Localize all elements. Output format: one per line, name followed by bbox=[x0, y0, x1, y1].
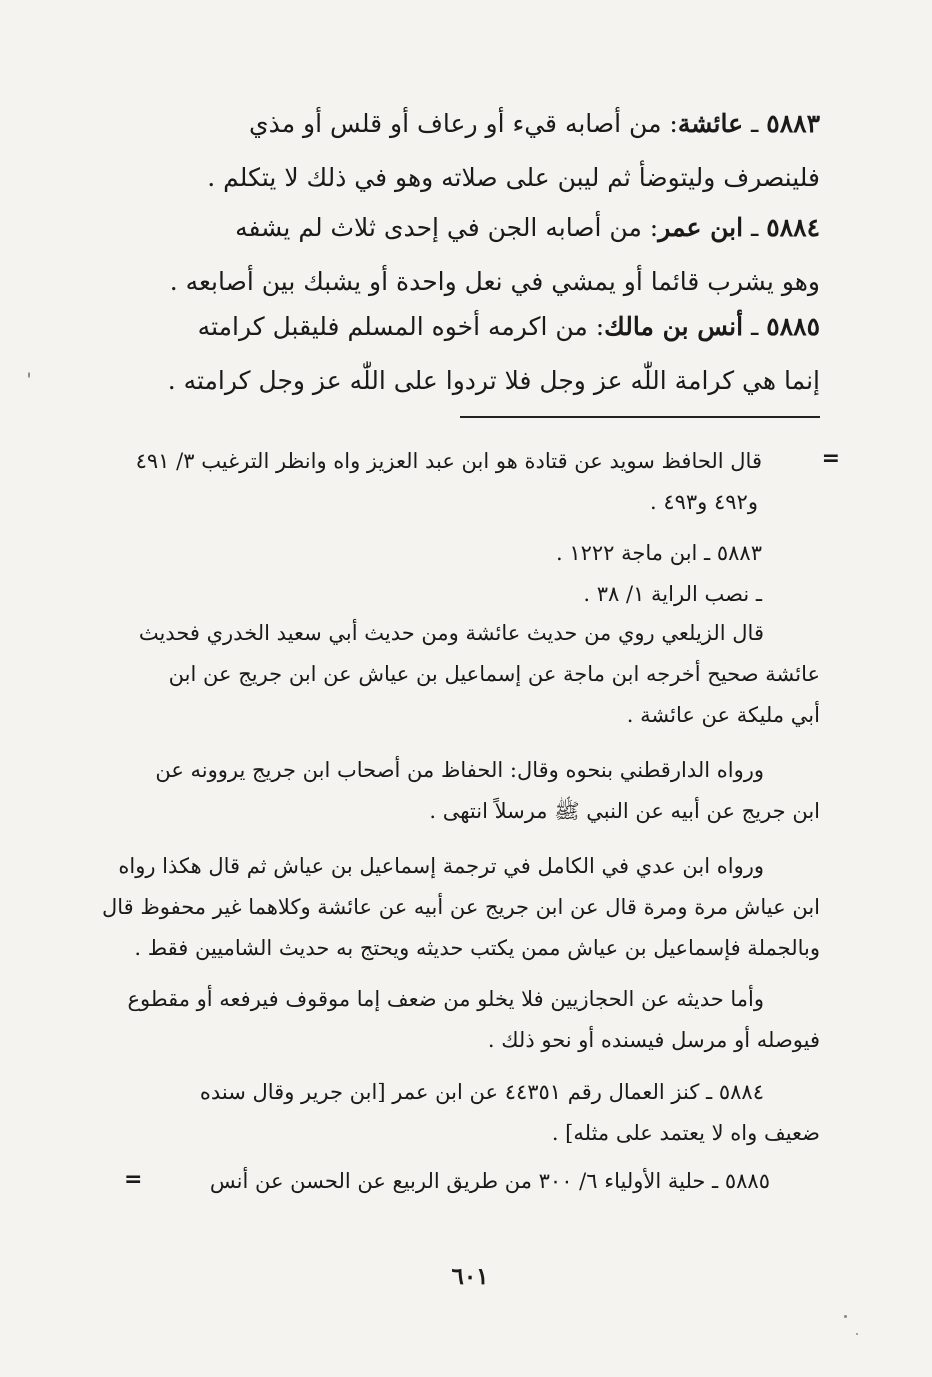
hadith-text-line2: وهو يشرب قائما أو يمشي في نعل واحدة أو يشبك بين أصابعه . bbox=[169, 267, 820, 296]
dash: ـ bbox=[743, 312, 759, 341]
footnote-paragraph bbox=[150, 1161, 770, 1202]
footnote-line: وبالجملة فإسماعيل بن عياش ممن يكتب حديثه ويحتج به حديث الشاميين فقط . bbox=[134, 936, 820, 960]
continuation-mark: = bbox=[821, 446, 840, 471]
narrator-name: عائشة bbox=[677, 109, 744, 138]
colon: : bbox=[641, 213, 659, 242]
footnote-line: فيوصله أو مرسل فيسنده أو نحو ذلك . bbox=[487, 1028, 820, 1052]
narrator-name: أنس بن مالك bbox=[604, 312, 744, 341]
footnote-line: ـ نصب الراية ١/ ٣٨ . bbox=[583, 582, 762, 606]
hadith-entry-5885 bbox=[142, 300, 820, 408]
footnote-line: قال الزيلعي روي من حديث عائشة ومن حديث أبي سعيد الخدري فحديث bbox=[138, 621, 764, 645]
footnote-line: قال الحافظ سويد عن قتادة هو ابن عبد العزيز واه وانظر الترغيب ٣/ ٤٩١ bbox=[135, 449, 762, 473]
footnote-paragraph bbox=[142, 533, 762, 615]
footnote-line: عائشة صحيح أخرجه ابن ماجة عن إسماعيل بن عياش عن ابن جريج عن ابن bbox=[168, 662, 820, 686]
footnote-line: ٥٨٨٣ ـ ابن ماجة ١٢٢٢ . bbox=[555, 541, 762, 565]
colon: : bbox=[587, 312, 605, 341]
dash: ـ bbox=[743, 213, 759, 242]
hadith-text: من أصابه الجن في إحدى ثلاث لم يشفه bbox=[235, 213, 642, 242]
footnote-paragraph bbox=[142, 750, 820, 832]
entry-line bbox=[142, 201, 820, 255]
page-number: ٦٠١ bbox=[451, 1263, 489, 1290]
footnote-line: ٥٨٨٤ ـ كنز العمال رقم ٤٤٣٥١ عن ابن عمر [ابن جرير وقال سنده bbox=[199, 1080, 764, 1104]
footnote-paragraph bbox=[101, 846, 820, 969]
footnote-line: ورواه الدارقطني بنحوه وقال: الحفاظ من أصحاب ابن جريج يروونه عن bbox=[155, 758, 764, 782]
scan-speck bbox=[28, 372, 30, 378]
footnote-paragraph bbox=[138, 613, 820, 736]
footnote-separator bbox=[460, 416, 820, 418]
continuation-mark-end: = bbox=[124, 1167, 143, 1192]
hadith-text: من اكرمه أخوه المسلم فليقبل كرامته bbox=[197, 312, 588, 341]
hadith-entry-5883 bbox=[142, 97, 820, 205]
footnote-line: ورواه ابن عدي في الكامل في ترجمة إسماعيل بن عياش ثم قال هكذا رواه bbox=[118, 854, 764, 878]
footnote-line: ابن جريج عن أبيه عن النبي ﷺ مرسلاً انتهى . bbox=[429, 799, 820, 823]
hadith-entry-5884 bbox=[142, 201, 820, 309]
footnote-line: وأما حديثه عن الحجازيين فلا يخلو من ضعف إما موقوف فيرفعه أو مقطوع bbox=[127, 987, 764, 1011]
narrator-name: ابن عمر bbox=[658, 213, 744, 242]
entry-line bbox=[142, 300, 820, 354]
hadith-text-line2: فلينصرف وليتوضأ ثم ليبن على صلاته وهو في ذلك لا يتكلم . bbox=[207, 163, 820, 192]
footnote-line: ٥٨٨٥ ـ حلية الأولياء ٦/ ٣٠٠ من طريق الربيع عن الحسن عن أنس bbox=[209, 1169, 770, 1193]
hadith-text: من أصابه قيء أو رعاف أو قلس أو مذي bbox=[249, 109, 662, 138]
colon: : bbox=[661, 109, 678, 138]
dash: ـ bbox=[743, 109, 759, 138]
footnote-line: ابن عياش مرة ومرة قال عن ابن جريج عن أبيه عن عائشة وكلاهما غير محفوظ قال bbox=[101, 895, 820, 919]
footnote-paragraph bbox=[127, 979, 820, 1061]
footnote-line: و٤٩٢ و٤٩٣ . bbox=[649, 490, 758, 514]
hadith-number: ٥٨٨٣ bbox=[766, 109, 820, 138]
entry-line bbox=[142, 97, 820, 151]
hadith-number: ٥٨٨٤ bbox=[766, 213, 820, 242]
footnote-paragraph bbox=[142, 1072, 820, 1154]
footnote-line: أبي مليكة عن عائشة . bbox=[626, 703, 820, 727]
scan-speck bbox=[844, 1315, 847, 1318]
footnote-paragraph bbox=[135, 441, 762, 523]
hadith-text-line2: إنما هي كرامة اللّٰه عز وجل فلا تردوا على اللّٰه عز وجل كرامته . bbox=[167, 366, 820, 395]
hadith-number: ٥٨٨٥ bbox=[766, 312, 820, 341]
scan-speck bbox=[856, 1333, 858, 1335]
footnote-line: ضعيف واه لا يعتمد على مثله] . bbox=[551, 1121, 820, 1145]
